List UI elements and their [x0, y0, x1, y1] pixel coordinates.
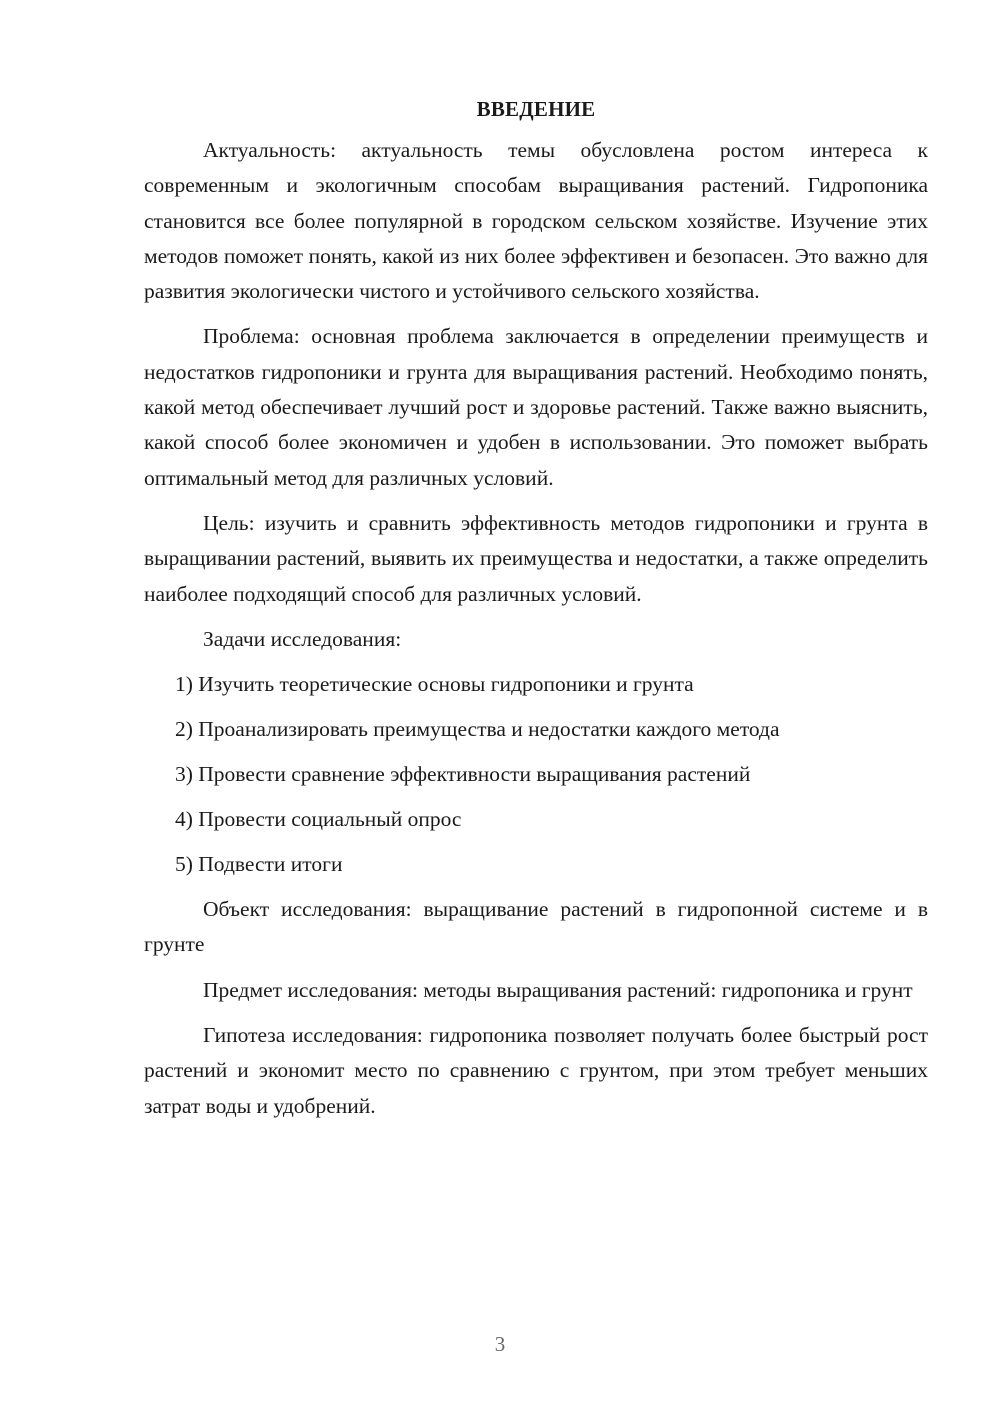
document-page: [144, 92, 928, 1134]
relevance-paragraph: Актуальность: актуальность темы обусловлена ростом интереса к современным и экологичным способам выращивания растений. Гидропоника становится все более популярной в городском сельском хозяйстве. Изучение этих методов поможет понять, какой из них более эффективен и безопасен. Это важно для развития экологически чистого и устойчивого сельского хозяйства.: [144, 138, 928, 304]
tasks-heading: Задачи исследования:: [203, 626, 402, 651]
goal-paragraph: Цель: изучить и сравнить эффективность методов гидропоники и грунта в выращивании растений, выявить их преимущества и недостатки, а также определить наиболее подходящий способ для различных условий.: [144, 510, 928, 606]
object-paragraph: Объект исследования: выращивание растений в гидропонной системе и в грунте: [144, 897, 928, 957]
hypothesis-paragraph: Гипотеза исследования: гидропоника позволяет получать более быстрый рост растений и экономит место по сравнению с грунтом, при этом требует меньших затрат воды и удобрений.: [144, 1023, 928, 1118]
page-number: 3: [494, 1332, 506, 1356]
task-item-3: 3) Провести сравнение эффективности выращивания растений: [175, 762, 751, 787]
problem-paragraph: Проблема: основная проблема заключается в определении преимуществ и недостатков гидропоники и грунта для выращивания растений. Необходимо понять, какой метод обеспечивает лучший рост и здоровье растений. Также важно выяснить, какой способ более экономичен и удобен в использовании. Это поможет выбрать оптимальный метод для различных условий.: [144, 324, 928, 490]
subject-paragraph: Предмет исследования: методы выращивания растений: гидропоника и грунт: [203, 977, 913, 1002]
task-item-5: 5) Подвести итоги: [175, 852, 343, 877]
task-item-2: 2) Проанализировать преимущества и недостатки каждого метода: [175, 717, 780, 742]
section-title: ВВЕДЕНИЕ: [476, 97, 596, 121]
task-item-4: 4) Провести социальный опрос: [175, 807, 462, 832]
task-item-1: 1) Изучить теоретические основы гидропоники и грунта: [175, 672, 694, 697]
